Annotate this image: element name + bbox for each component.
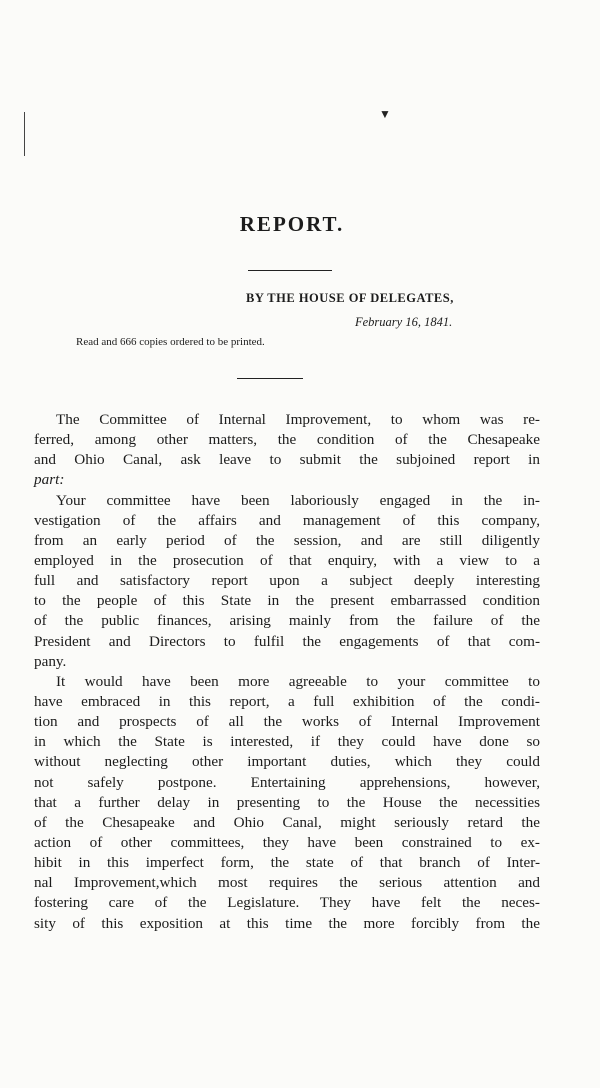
body-line: The Committee of Internal Improvement, to whom was re- — [56, 411, 540, 428]
body-line: nal Improvement,which most requires the serious attention and — [34, 874, 540, 892]
body-line: full and satisfactory report upon a subject deeply interesting — [34, 572, 540, 590]
body-line: action of other committees, they have been constrained to ex- — [34, 833, 540, 851]
body-line: It would have been more agreeable to your committee to — [56, 672, 540, 690]
report-body — [34, 410, 540, 934]
byline: BY THE HOUSE OF DELEGATES, — [246, 291, 454, 305]
body-line: of the public finances, arising mainly from the failure of the — [34, 612, 540, 630]
header-divider — [237, 378, 303, 379]
read-note: Read and 666 copies ordered to be printed. — [76, 336, 265, 348]
body-line: not safely postpone. Entertaining apprehensions, however, — [34, 773, 540, 791]
body-line: President and Directors to fulfil the engagements of that com- — [34, 632, 540, 650]
body-line: Your committee have been laboriously engaged in the in- — [56, 491, 540, 509]
margin-line — [24, 112, 25, 156]
body-line: hibit in this imperfect form, the state of that branch of Inter- — [34, 854, 540, 872]
page-title: REPORT. — [239, 212, 345, 236]
body-line: to the people of this State in the present embarrassed condition — [34, 592, 540, 610]
date-line — [355, 315, 452, 330]
body-line: sity of this exposition at this time the more forcibly from the — [34, 914, 540, 932]
body-line: have embraced in this report, a full exhibition of the condi- — [34, 692, 540, 710]
body-line: in which the State is interested, if they could have done so — [34, 733, 540, 751]
title-divider — [248, 270, 332, 271]
printer-mark: ▼ — [379, 107, 391, 121]
body-line: pany. — [34, 652, 67, 670]
body-line: fostering care of the Legislature. They have felt the neces- — [34, 894, 540, 912]
body-line: of the Chesapeake and Ohio Canal, might seriously retard the — [34, 813, 540, 831]
date-text: February 16, 1841. — [355, 315, 453, 329]
body-line: and Ohio Canal, ask leave to submit the subjoined report in — [34, 451, 540, 469]
body-line: that a further delay in presenting to the House the necessities — [34, 793, 540, 811]
body-line: without neglecting other important duties, which they could — [34, 753, 540, 771]
body-line: ferred, among other matters, the condition of the Chesapeake — [34, 431, 540, 449]
body-line: tion and prospects of all the works of Internal Improvement — [34, 713, 540, 731]
body-line: part: — [34, 471, 65, 489]
body-line: vestigation of the affairs and management of this company, — [34, 511, 540, 529]
body-line: from an early period of the session, and are still diligently — [34, 531, 540, 549]
body-line: employed in the prosecution of that enquiry, with a view to a — [34, 551, 540, 569]
